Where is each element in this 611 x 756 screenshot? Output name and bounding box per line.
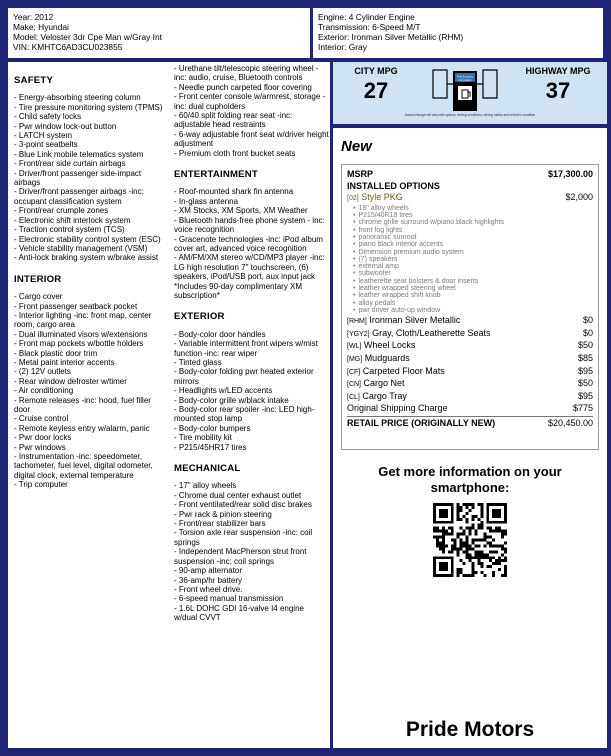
option-name: Carpeted Floor Mats — [362, 365, 445, 376]
feature-item: - Interior lighting -inc: front map, center room, cargo area — [14, 310, 152, 330]
transmission-value: 6-Speed M/T — [372, 22, 421, 32]
option-name: Original Shipping Charge — [347, 403, 448, 414]
package-price: $2,000 — [565, 192, 593, 203]
option-name: Cargo Tray — [362, 390, 407, 401]
feature-item: - Body-color door handles — [174, 329, 266, 339]
option-row — [347, 353, 593, 366]
feature-item: - Trip computer — [14, 480, 68, 490]
model-line — [13, 32, 305, 42]
feature-item: - Pwr windows — [14, 442, 66, 452]
feature-item: - 6-speed manual transmission — [174, 594, 284, 604]
feature-item: - LATCH system — [14, 131, 73, 141]
engine-label: Engine: — [318, 12, 347, 22]
options-list — [347, 315, 593, 415]
section-heading-interior: INTERIOR — [14, 273, 62, 285]
package-item: • front fog lights — [359, 227, 593, 234]
dealer-name: Pride Motors — [405, 718, 535, 741]
model-value: Veloster 3dr Cpe Man w/Gray Int — [40, 32, 162, 42]
feature-item: - Driver/front passenger side-impact airbags — [14, 168, 142, 188]
feature-item: - Front center console w/armrest, storage -inc: dual cupholders — [174, 92, 326, 111]
transmission-line — [318, 22, 598, 32]
package-item: • P215/40R18 tires — [359, 212, 593, 219]
section-heading-safety: SAFETY — [14, 75, 54, 86]
feature-item: - Bluetooth hands-free phone system - inc: voice recognition — [174, 215, 325, 235]
feature-item: - Anti-lock braking system w/brake assist — [14, 253, 159, 263]
interior-line — [318, 42, 598, 52]
option-price: $95 — [577, 365, 593, 376]
option-row — [347, 315, 593, 328]
option-row — [347, 378, 593, 391]
feature-item: - Variable intermittent front wipers w/mist function -inc: rear wiper — [174, 339, 318, 358]
feature-item: - Urethane tilt/telescopic steering wheel -inc: audio, cruise, Bluetooth controls — [174, 64, 319, 83]
feature-item: - Body-color rear spoiler -inc: LED high-mounted stop lamp — [174, 405, 315, 424]
feature-item: - Front/rear stabilizer bars — [174, 519, 266, 529]
package-item: • leather wrapped steering wheel — [359, 285, 593, 292]
feature-item: - Energy-absorbing steering column — [14, 93, 141, 103]
interior-value: Gray — [348, 42, 367, 52]
condition-label: New — [341, 138, 372, 155]
feature-item: - 1.6L DOHC GDI 16-valve I4 engine w/dual CVVT — [174, 603, 304, 623]
feature-item: - Tinted glass — [174, 357, 222, 367]
model-label: Model: — [13, 32, 39, 42]
option-name: Cargo Net — [363, 378, 405, 389]
feature-item: - Headlights w/LED accents — [174, 386, 273, 396]
package-item: • leatherette seat bolsters & door inserts — [359, 278, 593, 285]
msrp-row — [347, 169, 593, 181]
window-sticker — [4, 4, 607, 752]
option-label — [347, 353, 410, 366]
feature-item: - 17" alloy wheels — [174, 481, 237, 491]
feature-item: - 36-amp/hr battery — [174, 575, 243, 585]
option-label — [347, 340, 415, 353]
mpg-disclaimer: Actual mileage will vary with options, driving conditions, driving habits and vehicle's condition — [404, 113, 536, 117]
feature-item: - Remote keyless entry w/alarm, panic — [14, 423, 150, 433]
city-mpg-label: CITY MPG — [354, 66, 398, 76]
feature-item: - Chrome dual center exhaust outlet — [174, 490, 302, 500]
feature-item: - Traction control system (TCS) — [14, 225, 125, 235]
make-value: Hyundai — [38, 22, 69, 32]
feature-item: - Black plastic door trim — [14, 348, 98, 358]
option-price: $0 — [582, 327, 593, 338]
feature-item: - Front passenger seatback pocket — [14, 301, 138, 311]
option-label — [347, 391, 407, 404]
feature-item: - Dual illuminated visors w/extensions — [14, 329, 148, 339]
option-code: [CF] — [347, 368, 361, 376]
section-heading-entertainment: ENTERTAINMENT — [174, 169, 258, 181]
option-row — [347, 340, 593, 353]
option-row — [347, 366, 593, 379]
feature-item: - Gracenote technologies -inc: iPod album cover art, advanced voice recognition — [174, 234, 323, 253]
feature-item: - Torsion axle rear suspension -inc: coil springs — [174, 528, 313, 547]
powertrain-info-box — [313, 8, 603, 58]
year-label: Year: — [13, 12, 33, 22]
option-row — [347, 403, 593, 415]
qr-code[interactable] — [433, 503, 507, 577]
option-code: [CL] — [347, 393, 360, 401]
feature-item: - 3-point seatbelts — [14, 140, 78, 150]
package-item: • piano black interior accents — [359, 241, 593, 248]
feature-item: - AM/FM/XM stereo w/CD/MP3 player -inc: LG high resolution 7" touchscreen, (6) speakers, iPod/USB port, aux input jack *Includes 90-day complimentary XM subscription* — [174, 253, 325, 300]
year-value: 2012 — [34, 12, 54, 22]
feature-item: - Remote releases -inc: hood, fuel filler door — [14, 395, 151, 414]
option-row — [347, 328, 593, 341]
feature-item: - Child safety locks — [14, 112, 82, 122]
feature-item: - Vehicle stability management (VSM) — [14, 243, 148, 253]
package-item: • (7) speakers — [359, 256, 593, 263]
features-panel — [8, 62, 330, 748]
features-column-2 — [174, 64, 329, 631]
msrp-label: MSRP — [347, 169, 374, 179]
feature-item: - Front/rear crumple zones — [14, 206, 109, 216]
vin-label: VIN: — [13, 42, 30, 52]
option-code: [RHM] — [347, 318, 367, 326]
feature-item: - 90-amp alternator — [174, 566, 243, 576]
feature-item: - Tire mobility kit — [174, 433, 232, 443]
package-item: • subwoofer — [359, 270, 593, 277]
retail-label: RETAIL PRICE (ORIGINALLY NEW) — [347, 417, 496, 428]
feature-item: - (2) 12V outlets — [14, 367, 71, 377]
package-item: • alloy pedals — [359, 300, 593, 307]
package-items — [347, 205, 593, 314]
feature-item: - P215/45HR17 tires — [174, 442, 247, 452]
option-label — [347, 378, 405, 391]
smartphone-prompt: Get more information on your smartphone: — [378, 464, 562, 495]
package-item: • leather wrapped shift knob — [359, 292, 593, 299]
feature-item: - Pwr rack & pinion steering — [174, 509, 272, 519]
feature-item: - Independent MacPherson strut front suspension -inc: coil springs — [174, 547, 307, 566]
feature-item: - Electronic stability control system (ESC) — [14, 234, 161, 244]
feature-item: - Pwr door locks — [14, 433, 72, 443]
feature-item: - Rear window defroster w/timer — [14, 376, 127, 386]
installed-options-heading: INSTALLED OPTIONS — [347, 180, 440, 191]
option-price: $50 — [577, 378, 593, 389]
feature-item: - Front/rear side curtain airbags — [14, 159, 126, 169]
exterior-label: Exterior: — [318, 32, 350, 42]
option-label — [347, 403, 448, 415]
feature-item: - Tire pressure monitoring system (TPMS) — [14, 102, 163, 112]
feature-item: - In-glass antenna — [174, 196, 239, 206]
highway-mpg — [523, 66, 593, 104]
msrp-value: $17,300.00 — [547, 169, 593, 179]
feature-item: - Cargo cover — [14, 292, 63, 302]
feature-item: - 60/40 split folding rear seat -inc: adjustable head restraints — [174, 111, 293, 130]
option-name: Mudguards — [364, 353, 410, 364]
feature-item: - Driver/front passenger airbags -inc: occupant classification system — [14, 187, 144, 206]
option-label — [347, 366, 445, 379]
exterior-line — [318, 32, 598, 42]
city-mpg-value: 27 — [363, 78, 389, 103]
fuel-economy-box — [333, 62, 607, 124]
feature-item: - Instrumentation -inc: speedometer, tachometer, fuel level, digital odometer, digital clock, external temperature — [14, 452, 153, 480]
make-label: Make: — [13, 22, 36, 32]
feature-item: - Metal paint interior accents — [14, 357, 115, 367]
feature-item: - Premium cloth front bucket seats — [174, 148, 296, 158]
engine-value: 4 Cylinder Engine — [348, 12, 415, 22]
feature-item: - Front wheel drive. — [174, 584, 243, 594]
price-box — [341, 164, 599, 450]
feature-item: - Front ventilated/rear solid disc brakes — [174, 500, 312, 510]
option-code: [CN] — [347, 381, 361, 389]
option-price: $50 — [577, 340, 593, 351]
svg-text:Information: Information — [458, 78, 472, 82]
pricing-panel — [333, 128, 607, 748]
interior-label: Interior: — [318, 42, 347, 52]
feature-item: - Body-color grille w/black intake — [174, 395, 289, 405]
section-heading-exterior: EXTERIOR — [174, 311, 225, 323]
year-line — [13, 12, 305, 22]
retail-row — [347, 416, 593, 430]
fuel-pump-icon — [429, 68, 501, 112]
option-code: [MG] — [347, 356, 363, 364]
city-mpg — [341, 66, 411, 104]
feature-item: - Blue Link mobile telematics system — [14, 149, 144, 159]
features-column-1 — [14, 72, 166, 498]
package-item: • Dimension premium audio system — [359, 249, 593, 256]
make-line — [13, 22, 305, 32]
package-code: [02] — [347, 195, 359, 203]
section-heading-mechanical: MECHANICAL — [174, 463, 241, 475]
feature-item: - Body-color bumpers — [174, 423, 251, 433]
package-item: • external amp — [359, 263, 593, 270]
highway-mpg-label: HIGHWAY MPG — [525, 66, 591, 76]
feature-item: - Body-color folding pwr heated exterior mirrors — [174, 367, 314, 386]
option-price: $775 — [572, 403, 593, 414]
exterior-value: Ironman Silver Metallic (RHM) — [351, 32, 464, 42]
package-name: Style PKG — [361, 192, 403, 203]
option-code: [YGY2] — [347, 330, 370, 338]
feature-item: - Pwr window lock-out button — [14, 121, 117, 131]
package-item: • pwr driver auto-up window — [359, 307, 593, 314]
feature-item: - Air conditioning — [14, 386, 74, 396]
option-label — [347, 328, 491, 341]
option-price: $95 — [577, 390, 593, 401]
option-price: $0 — [582, 315, 593, 326]
option-label — [347, 315, 460, 328]
package-item: • panoramic sunroof — [359, 234, 593, 241]
package-row — [347, 192, 593, 205]
svg-text:Fuel Economy: Fuel Economy — [456, 75, 474, 79]
engine-line — [318, 12, 598, 22]
highway-mpg-value: 37 — [545, 78, 571, 103]
vehicle-info-box — [8, 8, 310, 58]
feature-item: - Front map pockets w/bottle holders — [14, 339, 144, 349]
package-item: • 18" alloy wheels — [359, 205, 593, 212]
transmission-label: Transmission: — [318, 22, 370, 32]
feature-item: - XM Stocks, XM Sports, XM Weather — [174, 206, 308, 216]
retail-value: $20,450.00 — [547, 417, 593, 428]
option-code: [WL] — [347, 343, 362, 351]
option-row — [347, 391, 593, 404]
option-price: $85 — [577, 353, 593, 364]
vin-line — [13, 42, 305, 52]
package-item: • chrome grille surround w/piano black highlights — [359, 219, 593, 226]
feature-item: - 6-way adjustable front seat w/driver height adjustment — [174, 129, 329, 149]
vin-value: KMHTC6AD3CU023855 — [31, 42, 123, 52]
option-name: Wheel Locks — [363, 340, 416, 351]
option-name: Gray, Cloth/Leatherette Seats — [372, 327, 491, 338]
feature-item: - Needle punch carpeted floor covering — [174, 82, 312, 92]
feature-item: - Electronic shift interlock system — [14, 215, 131, 225]
feature-item: - Cruise control — [14, 414, 69, 424]
option-name: Ironman Silver Metallic — [369, 315, 461, 326]
feature-item: - Roof-mounted shark fin antenna — [174, 187, 294, 197]
